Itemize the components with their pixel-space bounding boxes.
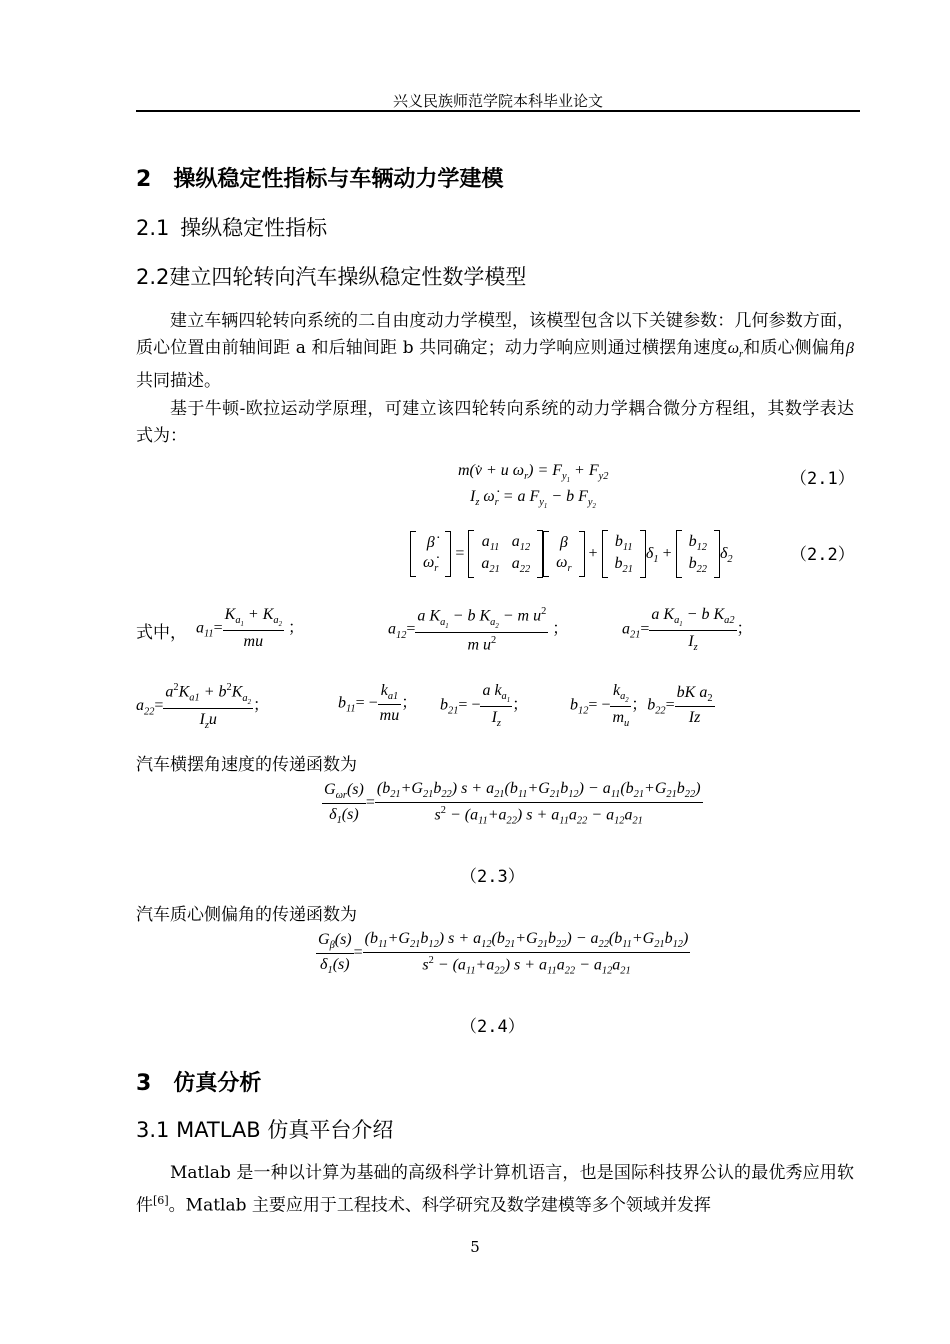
citation-ref[interactable]: [6] [153, 1194, 169, 1207]
coef-a11: $a_{11}=$ $\frac{K_{a_1} + K_{a_2}}{mu}$ ； [196, 606, 304, 651]
coef-b11: $b_{11}=$ − $\frac{k_{a1}}{mu}$ ； [338, 682, 418, 725]
section-3-1-heading [136, 1114, 393, 1144]
equation-number: （2.2） [790, 545, 855, 565]
beta-symbol: β [846, 340, 854, 357]
paragraph-text: 和质心侧偏角 [743, 338, 847, 358]
paragraph-newton-euler: 基于牛顿-欧拉运动学原理，可建立该四轮转向系统的动力学耦合微分方程组，其数学表达式为： [136, 399, 854, 446]
section-number: 3.1 MATLAB [136, 1118, 261, 1142]
section-title: 建立四轮转向汽车操纵稳定性数学模型 [169, 265, 527, 289]
tf-yaw-label: 汽车横摆角速度的传递函数为 [136, 755, 357, 775]
paragraph-text: 共同描述。 [136, 371, 221, 392]
section-number: 3 [136, 1071, 152, 1096]
equation-2-1-line2: $I_z$ $\omegȧ_r = a$ $F_{y_1} - b$ $F_{y_2}$ [470, 488, 596, 511]
coef-a22: $a_{22}=$ $\frac{a^2K_{a1} + b^2K_{a_2}}{I_zu}$ ； [136, 682, 269, 731]
equation-number: （2.1） [790, 469, 855, 489]
page-number: 5 [470, 1238, 480, 1256]
section-2-heading [136, 162, 503, 193]
section-number: 2.1 [136, 216, 170, 240]
equation-2-4: $\frac{G_\beta(s)}{\delta_1(s)}$ = $\frac{(b_{11}+G_{21}b_{12}) s + a_{12}(b_{21}+G_{21}b_{22}) - a_{22}(b_{11}+G_{21}b_{12})}{s^2 - (a_{11}+a_{22}) s + a_{11}a_{22} - a_{12}a_{21}}$ [318, 930, 689, 977]
coef-b12: $b_{12}=$ − $\frac{k_{a_2}}{m_u}$ ；$b_{22}=$ $\frac{bK a_2}{Iz}$ [570, 682, 713, 730]
paragraph-text: 。Matlab 主要应用于工程技术、科学研究及数学建模等多个领域并发挥 [168, 1195, 711, 1216]
coef-a12: $a_{12}=$ $\frac{a K_{a_1} - b K_{a_2} - m u^2}{m u^2}$ ； [388, 606, 569, 653]
equation-number: （2.3） [460, 867, 525, 887]
section-title: 操纵稳定性指标与车辆动力学建模 [173, 167, 504, 192]
section-3-heading [136, 1066, 261, 1097]
section-title: 操纵稳定性指标 [180, 216, 328, 240]
coef-b21: $b_{21}=$ − $\frac{a k_{a_1}}{I_z}$ ； [440, 682, 529, 730]
page-header: 兴义民族师范学院本科毕业论文 [392, 92, 603, 110]
section-2-2-heading [136, 261, 526, 291]
paragraph-matlab [136, 1160, 854, 1220]
tf-beta-label: 汽车质心侧偏角的传递函数为 [136, 905, 357, 925]
omega-symbol: $\omega_r$ [727, 340, 744, 361]
section-number: 2 [136, 167, 152, 192]
equation-2-2: β̇ $\omegȧ_r$ = $a_{11}$ $a_{12}$ $a_{21}$ $a_{22}$ β $\omega_r$ + $b_{11}$ $b_{21}$ $\delta_1$ + $b_{12}$ $b_{22}$ $\delta_2$ [410, 530, 733, 578]
paragraph-text: 建立车辆四轮转向系统的二自由度动力学模型，该模型包含以下关键参数：几何参数方面，质心位置由前轴间距 a 和后轴间距 b 共同确定；动力学响应则通过横摆角速度 [136, 311, 854, 358]
equation-2-1-line1: m(v̇ + u $\omega_r) = F_{y_1} + F_{y2}$ [458, 462, 609, 485]
equation-2-3: $\frac{G_{\omega r}(s)}{\delta_1(s)}$ = $\frac{(b_{21}+G_{21}b_{22}) s + a_{21}(b_{11}+G_{21}b_{12}) - a_{11}(b_{21}+G_{21}b_{22})}{s^2 - (a_{11}+a_{22}) s + a_{11}a_{22} - a_{12}a_{21}}$ [324, 780, 701, 827]
equation-number: （2.4） [460, 1017, 525, 1037]
paragraph-model-params [136, 308, 854, 395]
section-title: 仿真分析 [173, 1071, 262, 1096]
coef-a21: $a_{21}=$ $\frac{a K_{a_1} - b K_{a2}}{I_z}$ ； [622, 606, 753, 654]
header-rule [136, 110, 860, 112]
section-2-1-heading [136, 212, 327, 242]
section-title: 仿真平台介绍 [267, 1118, 394, 1142]
section-number: 2.2 [136, 265, 170, 289]
paragraph-text: Matlab 是一种以计算为基础的高级科学计算机语言，也是国际科技界公认的最优秀应用软件 [136, 1163, 854, 1216]
where-label: 式中， [136, 623, 187, 643]
